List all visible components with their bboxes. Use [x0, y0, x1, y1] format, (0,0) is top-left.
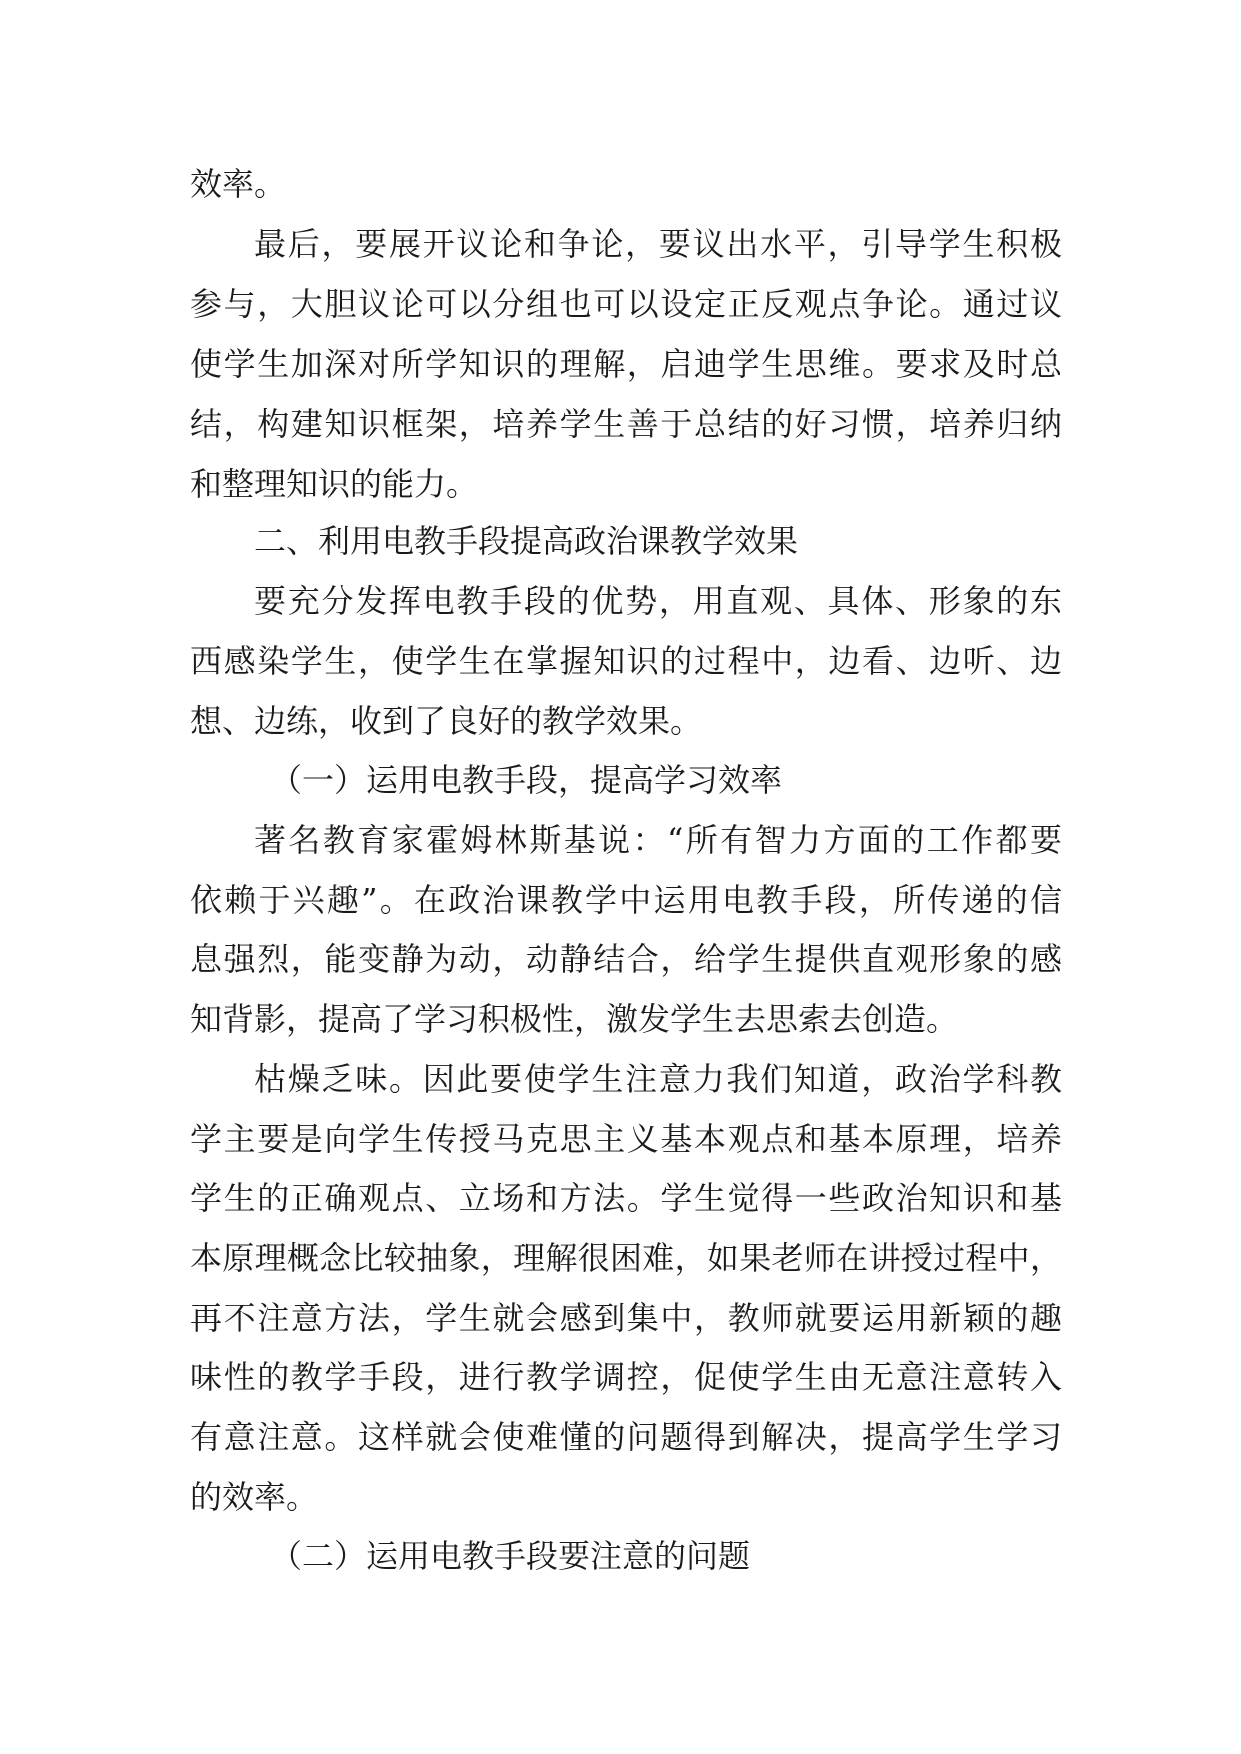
text-line: 味性的教学手段，进行教学调控，促使学生由无意注意转入 [190, 1358, 1062, 1396]
text-line: 有意注意。这样就会使难懂的问题得到解决，提高学生学习 [190, 1418, 1062, 1456]
text-line: 想、边练，收到了良好的教学效果。 [190, 702, 703, 740]
text-line: 要充分发挥电教手段的优势，用直观、具体、形象的东 [254, 582, 1062, 620]
text-line: 枯燥乏味。因此要使学生注意力我们知道，政治学科教 [254, 1060, 1062, 1098]
text-line: 结，构建知识框架，培养学生善于总结的好习惯，培养归纳 [190, 405, 1062, 443]
text-line: 依赖于兴趣”。在政治课教学中运用电教手段，所传递的信 [190, 881, 1062, 919]
text-line: 学主要是向学生传授马克思主义基本观点和基本原理，培养 [190, 1120, 1062, 1158]
subsection-heading: （二）运用电教手段要注意的问题 [270, 1537, 751, 1575]
section-heading: 二、利用电教手段提高政治课教学效果 [254, 522, 799, 560]
text-line: 息强烈，能变静为动，动静结合，给学生提供直观形象的感 [190, 940, 1062, 978]
text-line: 的效率。 [190, 1478, 319, 1516]
text-line: 使学生加深对所学知识的理解，启迪学生思维。要求及时总 [190, 345, 1062, 383]
subsection-heading: （一）运用电教手段，提高学习效率 [270, 761, 783, 799]
text-line: 西感染学生，使学生在掌握知识的过程中，边看、边听、边 [190, 642, 1062, 680]
text-line: 知背影，提高了学习积极性，激发学生去思索去创造。 [190, 1000, 959, 1038]
text-line: 参与，大胆议论可以分组也可以设定正反观点争论。通过议 [190, 285, 1062, 323]
text-line: 和整理知识的能力。 [190, 465, 479, 503]
text-line: 学生的正确观点、立场和方法。学生觉得一些政治知识和基 [190, 1179, 1062, 1217]
text-line: 著名教育家霍姆林斯基说：“所有智力方面的工作都要 [254, 821, 1062, 859]
text-line: 再不注意方法，学生就会感到集中，教师就要运用新颖的趣 [190, 1299, 1062, 1337]
text-line: 本原理概念比较抽象，理解很困难，如果老师在讲授过程中， [190, 1239, 1062, 1277]
text-line: 最后，要展开议论和争论，要议出水平，引导学生积极 [254, 225, 1062, 263]
text-line: 效率。 [190, 165, 287, 203]
